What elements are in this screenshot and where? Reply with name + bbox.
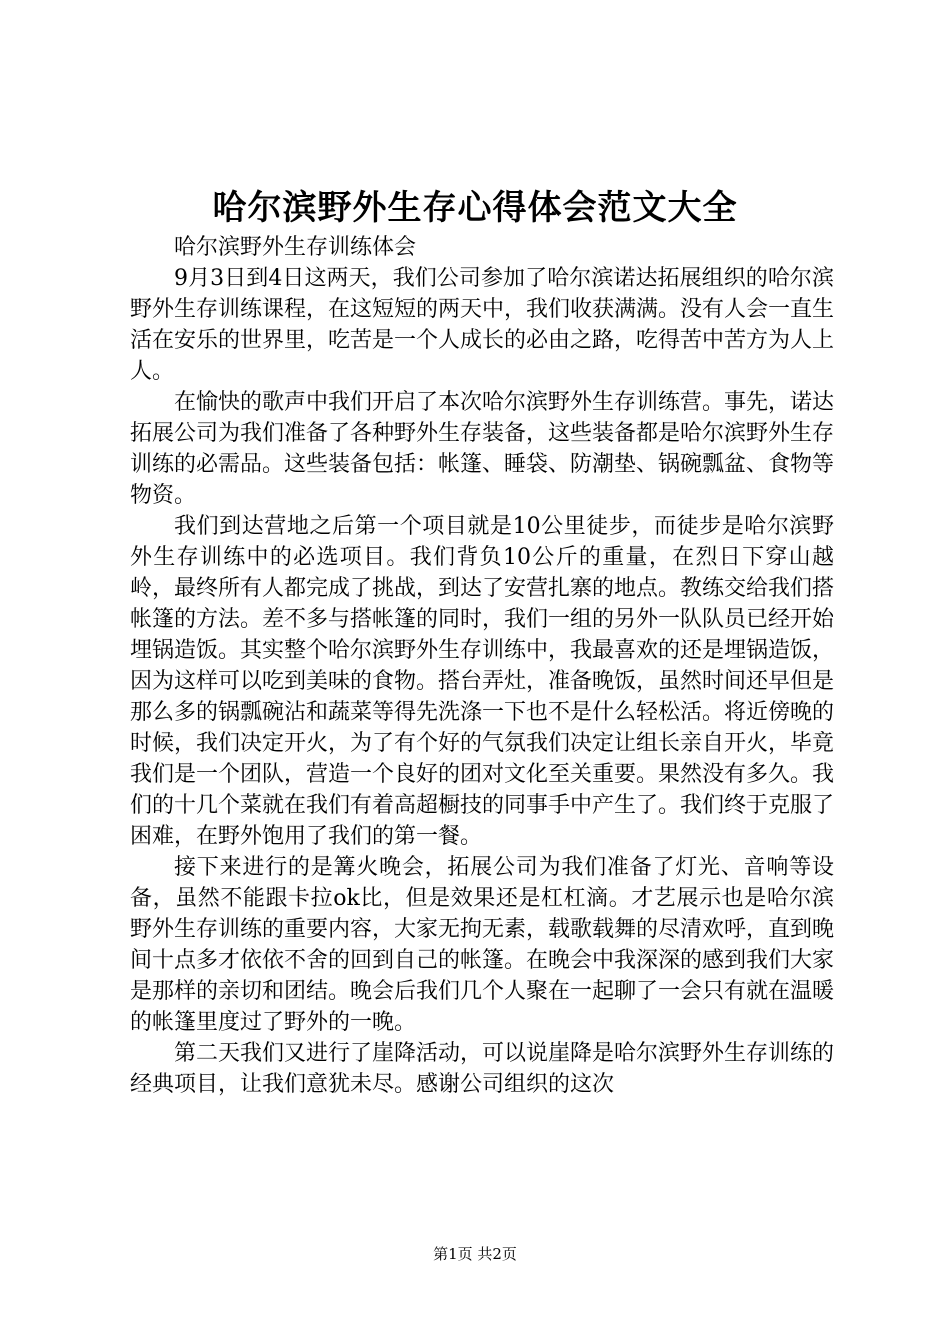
page-footer: 第1页 共2页 (433, 1245, 517, 1263)
paragraph-2: 在愉快的歌声中我们开启了本次哈尔滨野外生存训练营。事先，诺达拓展公司为我们准备了各种野外生存装备，这些装备都是哈尔滨野外生存训练的必需品。这些装备包括：帐篷、睡袋、防潮垫、锅碗瓢盆、食物等物资。 (130, 390, 835, 508)
paragraph-4: 接下来进行的是篝火晚会，拓展公司为我们准备了灯光、音响等设备，虽然不能跟卡拉ok比，但是效果还是杠杠滴。才艺展示也是哈尔滨野外生存训练的重要内容，大家无拘无素，载歌载舞的尽清欢呼，直到晚间十点多才依依不舍的回到自己的帐篷。在晚会中我深深的感到我们大家是那样的亲切和团结。晚会后我们几个人聚在一起聊了一会只有就在温暖的帐篷里度过了野外的一晚。 (130, 855, 835, 1035)
document-body (130, 232, 834, 1100)
document-subtitle: 哈尔滨野外生存训练体会 (174, 235, 417, 260)
paragraph-5: 第二天我们又进行了崖降活动，可以说崖降是哈尔滨野外生存训练的经典项目，让我们意犹未尽。感谢公司组织的这次 (130, 1041, 835, 1097)
paragraph-1: 9月3日到4日这两天，我们公司参加了哈尔滨诺达拓展组织的哈尔滨野外生存训练课程，在这短短的两天中，我们收获满满。没有人会一直生活在安乐的世界里，吃苦是一个人成长的必由之路，吃得苦中苦方为人上人。 (130, 266, 835, 384)
document-title: 哈尔滨野外生存心得体会范文大全 (212, 188, 738, 228)
paragraph-3: 我们到达营地之后第一个项目就是10公里徒步，而徒步是哈尔滨野外生存训练中的必选项目。我们背负10公斤的重量，在烈日下穿山越岭，最终所有人都完成了挑战，到达了安营扎寨的地点。教练交给我们搭帐篷的方法。差不多与搭帐篷的同时，我们一组的另外一队队员已经开始埋锅造饭。其实整个哈尔滨野外生存训练中，我最喜欢的还是埋锅造饭，因为这样可以吃到美味的食物。搭台弄灶，准备晚饭，虽然时间还早但是那么多的锅瓢碗沾和蔬菜等得先洗涤一下也不是什么轻松活。将近傍晚的时候，我们决定开火，为了有个好的气氛我们决定让组长亲自开火，毕竟我们是一个团队，营造一个良好的团对文化至关重要。果然没有多久。我们的十几个菜就在我们有着高超橱技的同事手中产生了。我们终于克服了困难，在野外饱用了我们的第一餐。 (130, 514, 835, 849)
